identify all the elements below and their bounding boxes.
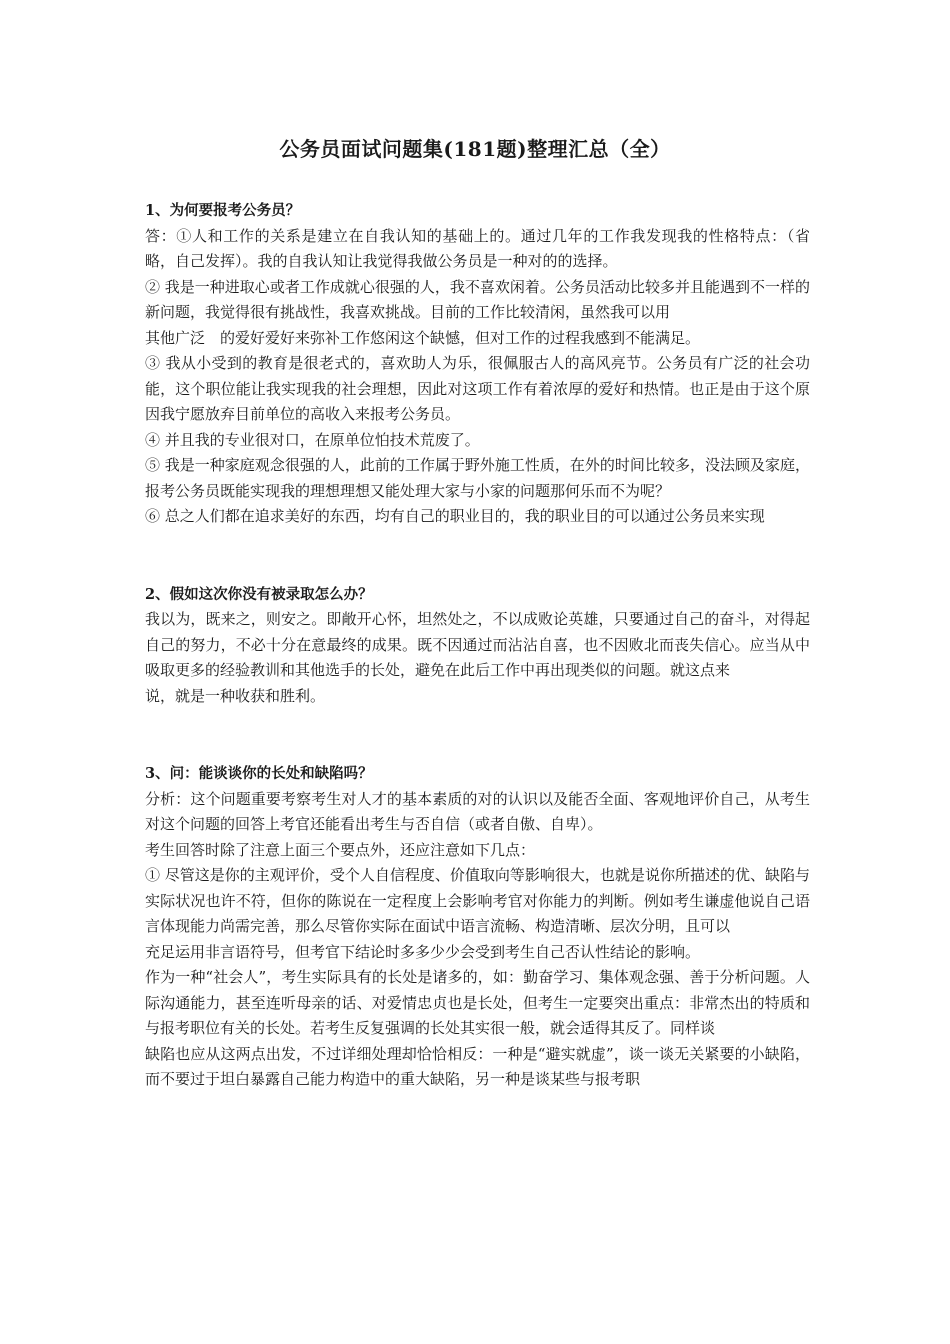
section-1 <box>145 198 810 530</box>
paragraph: 我以为，既来之，则安之。即敞开心怀，坦然处之，不以成败论英雄，只要通过自己的奋斗，对得起自己的努力，不必十分在意最终的成果。既不因通过而沾沾自喜，也不因败北而丧失信心。应当从中吸取更多的经验教训和其他选手的长处，避免在此后工作中再出现类似的问题。就这点来 <box>145 610 810 679</box>
section-2 <box>145 582 810 710</box>
paragraph: ⑤ 我是一种家庭观念很强的人，此前的工作属于野外施工性质，在外的时间比较多，没法顾及家庭，报考公务员既能实现我的理想理想又能处理大家与小家的问题那何乐而不为呢？ <box>145 456 810 500</box>
document-body <box>145 198 810 1093</box>
paragraph: 说，就是一种收获和胜利。 <box>145 686 326 705</box>
paragraph: 充足运用非言语符号，但考官下结论时多多少少会受到考生自己否认性结论的影响。 <box>145 942 701 961</box>
paragraph: 分析：这个问题重要考察考生对人才的基本素质的对的认识以及能否全面、客观地评价自己，从考生对这个问题的回答上考官还能看出考生与否自信（或者自傲、自卑）。 <box>145 789 810 833</box>
question-heading: 3、问：能谈谈你的长处和缺陷吗？ <box>145 765 373 782</box>
document-title: 公务员面试问题集(181题)整理汇总（全） <box>279 137 671 161</box>
section-3 <box>145 761 810 1093</box>
paragraph: ① 尽管这是你的主观评价，受个人自信程度、价值取向等影响很大，也就是说你所描述的优、缺陷与实际状况也许不符，但你的陈说在一定程度上会影响考官对你能力的判断。例如考生谦虚他说自己语言体现能力尚需完善，那么尽管你实际在面试中语言流畅、构造清晰、层次分明，且可以 <box>145 866 810 935</box>
paragraph: 缺陷也应从这两点出发，不过详细处理却恰恰相反：一种是“避实就虚”，谈一谈无关紧要的小缺陷，而不要过于坦白暴露自己能力构造中的重大缺陷，另一种是谈某些与报考职 <box>145 1044 810 1088</box>
paragraph: 作为一种“社会人”，考生实际具有的长处是诸多的，如：勤奋学习、集体观念强、善于分析问题。人际沟通能力，甚至连听母亲的话、对爱情忠贞也是长处，但考生一定要突出重点：非常杰出的特质和与报考职位有关的长处。若考生反复强调的长处其实很一般，就会适得其反了。同样谈 <box>145 968 810 1037</box>
paragraph: ② 我是一种进取心或者工作成就心很强的人，我不喜欢闲着。公务员活动比较多并且能遇到不一样的新问题，我觉得很有挑战性，我喜欢挑战。目前的工作比较清闲，虽然我可以用 <box>145 277 810 321</box>
section-spacer <box>145 709 810 761</box>
paragraph: ⑥ 总之人们都在追求美好的东西，均有自己的职业目的，我的职业目的可以通过公务员来实现 <box>145 507 765 525</box>
paragraph: ④ 并且我的专业很对口，在原单位怕技术荒废了。 <box>145 430 480 449</box>
paragraph: 其他广泛 的爱好爱好来弥补工作悠闲这个缺憾，但对工作的过程我感到不能满足。 <box>145 328 701 347</box>
section-spacer <box>145 530 810 582</box>
question-heading: 1、为何要报考公务员？ <box>145 202 301 219</box>
question-heading: 2、假如这次你没有被录取怎么办？ <box>145 585 373 603</box>
paragraph: 考生回答时除了注意上面三个要点外，还应注意如下几点： <box>145 840 536 859</box>
paragraph: ③ 我从小受到的教育是很老式的，喜欢助人为乐，很佩服古人的高风亮节。公务员有广泛的社会功能，这个职位能让我实现我的社会理想，因此对这项工作有着浓厚的爱好和热情。也正是由于这个原因我宁愿放弃目前单位的高收入来报考公务员。 <box>145 354 810 423</box>
paragraph: 答：①人和工作的关系是建立在自我认知的基础上的。通过几年的工作我发现我的性格特点：（省略，自己发挥）。我的自我认知让我觉得我做公务员是一种对的的选择。 <box>145 226 810 270</box>
